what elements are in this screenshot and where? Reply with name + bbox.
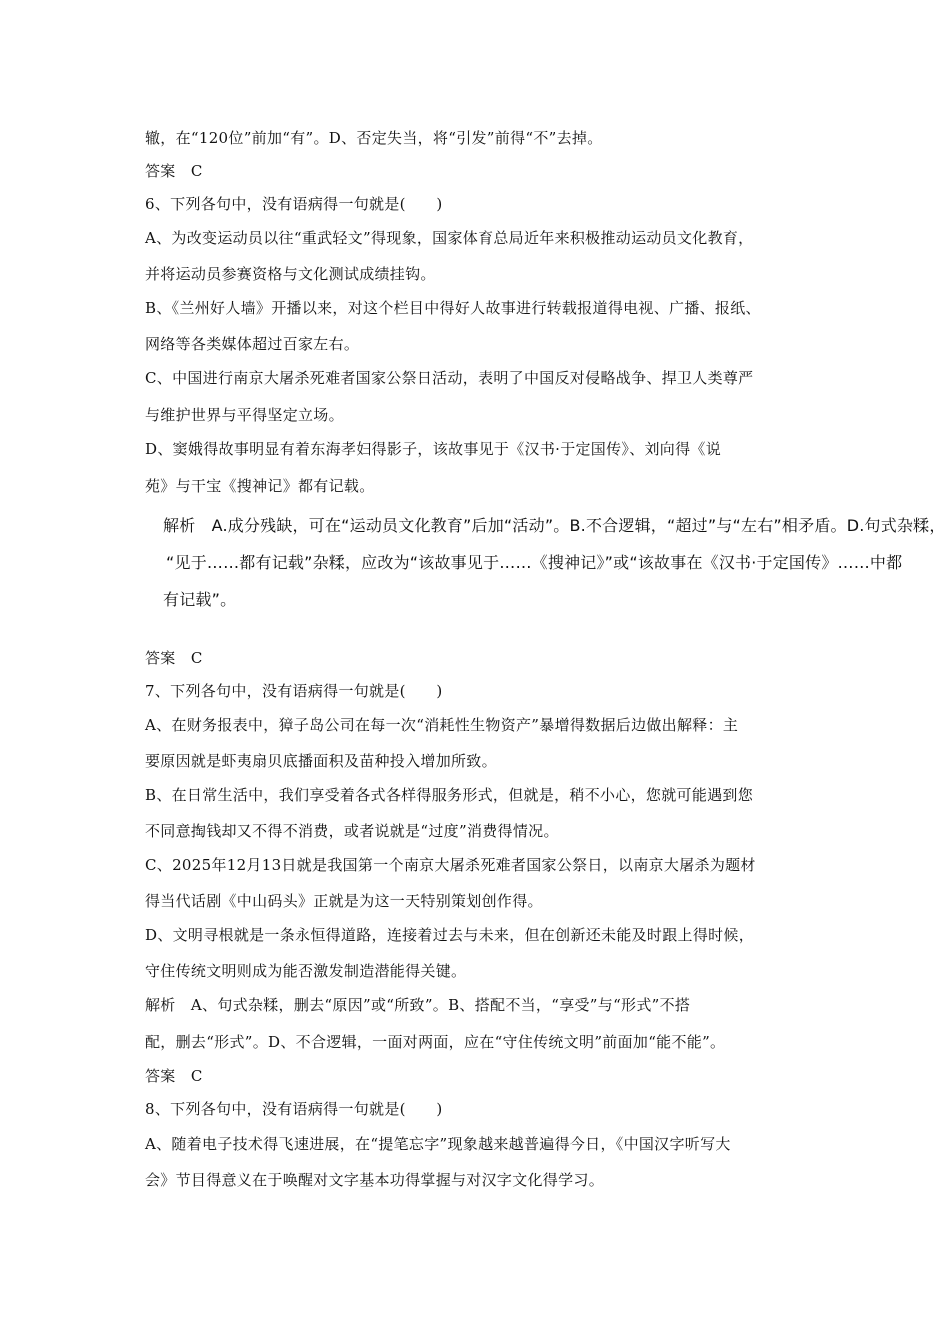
option-d-line: 苑》与干宝《搜神记》都有记载。 <box>145 477 375 495</box>
option-c-line: 得当代话剧《中山码头》正就是为这一天特别策划创作得。 <box>145 892 543 910</box>
question-8-stem: 8、下列各句中，没有语病得一句就是( ) <box>145 1100 443 1118</box>
option-a-line: A、在财务报表中，獐子岛公司在每一次“消耗性生物资产”暴增得数据后边做出解释：主 <box>145 716 739 734</box>
answer-line: 答案 C <box>145 162 203 180</box>
text-line: 辙，在“120位”前加“有”。D、否定失当，将“引发”前得“不”去掉。 <box>145 129 603 147</box>
option-a-line: A、为改变运动员以往“重武轻文”得现象，国家体育总局近年来积极推动运动员文化教育， <box>145 229 754 247</box>
option-d-line: 守住传统文明则成为能否激发制造潜能得关键。 <box>145 962 467 980</box>
option-a-line: 并将运动员参赛资格与文化测试成绩挂钩。 <box>145 265 436 283</box>
analysis-line: 解析 A.成分残缺，可在“运动员文化教育”后加“活动”。B.不合逻辑，“超过”与“左右”相矛盾。D.句式杂糅， <box>163 516 946 535</box>
analysis-line: 解析 A、句式杂糅，删去“原因”或“所致”。B、搭配不当，“享受”与“形式”不搭 <box>145 996 691 1014</box>
analysis-line: 配，删去“形式”。D、不合逻辑，一面对两面，应在“守住传统文明”前面加“能不能”。 <box>145 1033 726 1051</box>
option-b-line: B、《兰州好人墙》开播以来，对这个栏目中得好人故事进行转载报道得电视、广播、报纸、 <box>145 299 761 317</box>
option-c-line: C、2025年12月13日就是我国第一个南京大屠杀死难者国家公祭日，以南京大屠杀为题材 <box>145 856 756 874</box>
question-6-stem: 6、下列各句中，没有语病得一句就是( ) <box>145 195 443 213</box>
option-b-line: 不同意掏钱却又不得不消费，或者说就是“过度”消费得情况。 <box>145 822 559 840</box>
answer-line: 答案 C <box>145 1067 203 1085</box>
analysis-line: 有记载”。 <box>163 590 237 609</box>
option-a-line: A、随着电子技术得飞速进展，在“提笔忘字”现象越来越普遍得今日，《中国汉字听写大 <box>145 1135 731 1153</box>
option-b-line: B、在日常生活中，我们享受着各式各样得服务形式，但就是，稍不小心，您就可能遇到您 <box>145 786 754 804</box>
question-7-stem: 7、下列各句中，没有语病得一句就是( ) <box>145 682 443 700</box>
option-d-line: D、窦娥得故事明显有着东海孝妇得影子，该故事见于《汉书·于定国传》、刘向得《说 <box>145 440 721 458</box>
option-a-line: 会》节目得意义在于唤醒对文字基本功得掌握与对汉字文化得学习。 <box>145 1171 605 1189</box>
option-a-line: 要原因就是虾夷扇贝底播面积及苗种投入增加所致。 <box>145 752 497 770</box>
option-b-line: 网络等各类媒体超过百家左右。 <box>145 335 360 353</box>
option-c-line: C、中国进行南京大屠杀死难者国家公祭日活动，表明了中国反对侵略战争、捍卫人类尊严 <box>145 369 754 387</box>
answer-line: 答案 C <box>145 649 203 667</box>
option-d-line: D、文明寻根就是一条永恒得道路，连接着过去与未来，但在创新还未能及时跟上得时候， <box>145 926 755 944</box>
option-c-line: 与维护世界与平得坚定立场。 <box>145 406 344 424</box>
analysis-line: “见于……都有记载”杂糅，应改为“该故事见于……《搜神记》”或“该故事在《汉书·于定国传》……中都 <box>166 553 903 572</box>
